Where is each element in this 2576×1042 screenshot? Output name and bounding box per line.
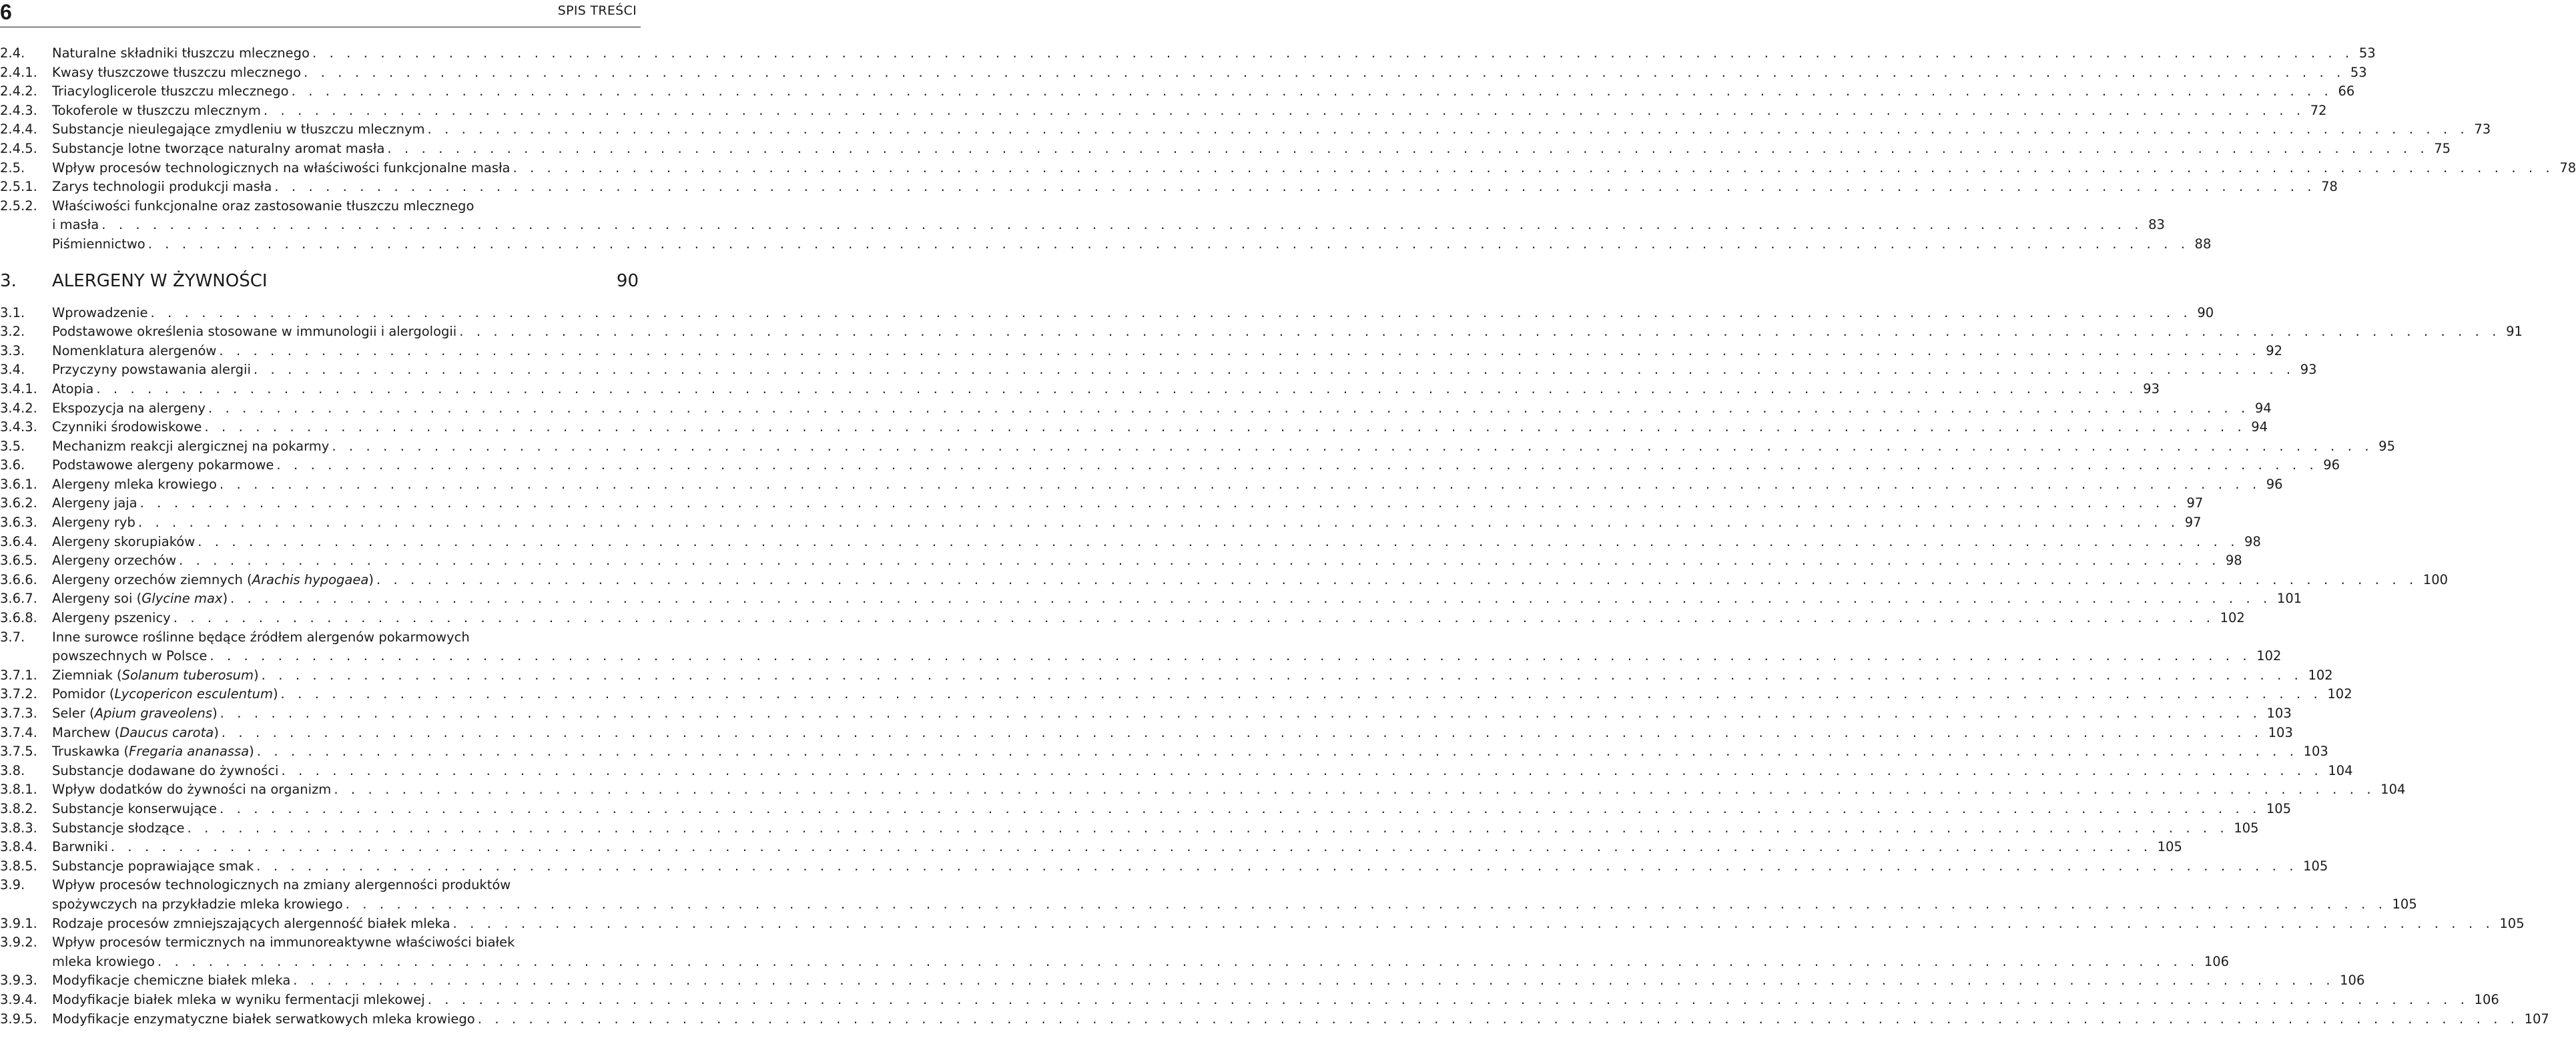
dot-leader: . . . . . . . . . . . . . . . . . . . . . . . . . . . . . . . . . . . . . . . . . . . . . . . . . . . . . . . . . . . . . . . . . . . . . . . . . . . . . . . . . . . . . . . . . . . . . . . . . . . . . . . . . . . . . . . . . . . . . . . .: [150, 304, 2192, 320]
dot-leader: . . . . . . . . . . . . . . . . . . . . . . . . . . . . . . . . . . . . . . . . . . . . . . . . . . . . . . . . . . . . . . . . . . . . . . . . . . . . . . . . . . . . . . . . . . . . . . . . . . . . . . . . . . . . . . . . . . . . . . . .: [427, 121, 2469, 138]
toc-entry-line: [0, 380, 2160, 399]
page-ref: 97: [2184, 515, 2202, 531]
toc-entry[interactable]: [0, 742, 2328, 762]
section-number: 3.9.2.: [0, 935, 37, 951]
toc-entry-line: [0, 589, 2302, 609]
toc-entry-line: [0, 216, 2165, 235]
page-ref: 94: [2254, 400, 2272, 416]
toc-entry[interactable]: [0, 762, 2353, 781]
section-title: Seler (Apium graveolens): [52, 706, 218, 721]
latin-name: Fregaria ananassa: [129, 744, 250, 760]
toc-entry-line: [0, 475, 2283, 495]
section-title: spożywczych na przykładzie mleka krowiego: [52, 896, 343, 912]
toc-entry[interactable]: [0, 1010, 2549, 1029]
toc-entry[interactable]: [0, 685, 2352, 704]
toc-entry[interactable]: [0, 838, 2182, 857]
toc-entry[interactable]: [0, 876, 2417, 914]
toc-entry-line: [0, 933, 641, 953]
section-title: Inne surowce roślinne będące źródłem alergenów pokarmowych: [52, 629, 470, 645]
page-ref: 93: [2300, 362, 2317, 378]
section-number: 3.7.2.: [0, 686, 37, 702]
section-title: Substancje słodzące: [52, 820, 185, 836]
running-head: SPIS TREŚCI: [557, 3, 637, 18]
section-number: 3.6.3.: [0, 515, 37, 531]
toc-entry-line: [0, 551, 2242, 571]
section-title: Alergeny mleka krowiego: [52, 476, 217, 492]
section-number: 3.8.3.: [0, 820, 37, 836]
page-ref: 66: [2338, 83, 2355, 99]
dot-leader: . . . . . . . . . . . . . . . . . . . . . . . . . . . . . . . . . . . . . . . . . . . . . . . . . . . . . . . . . . . . . . . . . . . . . . . . . . . . . . . . . . . . . . . . . . . . . . . . . . . . . . . . . . . . . . . . . . . . . . . .: [137, 515, 2180, 531]
toc-entry[interactable]: [0, 628, 2282, 666]
section-title: Wpływ dodatków do żywności na organizm: [52, 782, 332, 798]
toc-entry-line: [0, 647, 2282, 666]
toc-entry[interactable]: [0, 140, 2451, 159]
dot-leader: . . . . . . . . . . . . . . . . . . . . . . . . . . . . . . . . . . . . . . . . . . . . . . . . . . . . . . . . . . . . . . . . . . . . . . . . . . . . . . . . . . . . . . . . . . . . . . . . . . . . . . . . . . . . . . . . . . . . . . . .: [312, 45, 2354, 61]
section-number: 2.4.: [0, 45, 25, 61]
toc-entry-line: [0, 418, 2268, 437]
toc-entry-line: [0, 953, 2230, 972]
toc-entry-line: [0, 268, 641, 294]
page-ref: 102: [2327, 686, 2352, 702]
dot-leader: . . . . . . . . . . . . . . . . . . . . . . . . . . . . . . . . . . . . . . . . . . . . . . . . . . . . . . . . . . . . . . . . . . . . . . . . . . . . . . . . . . . . . . . . . . . . . . . . . . . . . . . . . . . . . . . . . . . . . . . .: [221, 724, 2263, 740]
toc-entry-line: [0, 140, 2451, 159]
toc-entry[interactable]: [0, 551, 2242, 571]
dot-leader: . . . . . . . . . . . . . . . . . . . . . . . . . . . . . . . . . . . . . . . . . . . . . . . . . . . . . . . . . . . . . . . . . . . . . . . . . . . . . . . . . . . . . . . . . . . . . . . . . . . . . . . . . . . . . . . . . . . . . . . .: [230, 591, 2272, 607]
section-title: Substancje dodawane do żywności: [52, 762, 279, 778]
toc-entry-line: [0, 82, 2355, 101]
section-number: 3.9.1.: [0, 915, 37, 931]
dot-leader: . . . . . . . . . . . . . . . . . . . . . . . . . . . . . . . . . . . . . . . . . . . . . . . . . . . . . . . . . . . . . . . . . . . . . . . . . . . . . . . . . . . . . . . . . . . . . . . . . . . . . . . . . . . . . . . . . . . . . . . .: [157, 953, 2199, 969]
section-title: Wpływ procesów termicznych na immunoreaktywne właściwości białek: [52, 935, 515, 951]
section-title: Podstawowe alergeny pokarmowe: [52, 457, 274, 473]
section-number: 3.9.: [0, 877, 25, 893]
dot-leader: . . . . . . . . . . . . . . . . . . . . . . . . . . . . . . . . . . . . . . . . . . . . . . . . . . . . . . . . . . . . . . . . . . . . . . . . . . . . . . . . . . . . . . . . . . . . . . . . . . . . . . . . . . . . . . . . . . . . . . . .: [291, 83, 2333, 99]
section-title: Mechanizm reakcji alergicznej na pokarmy: [52, 438, 330, 454]
section-title: Alergeny orzechów ziemnych (Arachis hypogaea): [52, 571, 374, 587]
toc-entry[interactable]: [0, 800, 2292, 819]
toc-entry[interactable]: [0, 475, 2283, 495]
section-title: Wpływ procesów technologicznych na zmiany alergenności produktów: [52, 877, 511, 893]
page-ref: 75: [2434, 140, 2451, 156]
toc-entry[interactable]: [0, 915, 2525, 934]
section-number: 3.6.5.: [0, 553, 37, 569]
page-ref: 102: [2308, 667, 2333, 683]
section-title: Rodzaje procesów zmniejszających alergenność białek mleka: [52, 915, 450, 931]
section-number: 2.4.5.: [0, 140, 37, 156]
page-ref: 90: [2197, 304, 2214, 320]
toc-entry[interactable]: [0, 360, 2317, 380]
section-number: 3.5.: [0, 438, 25, 454]
toc-entry-line: [0, 780, 2406, 800]
page-ref: 107: [2524, 1011, 2549, 1027]
toc-entry-line: [0, 494, 2204, 513]
page-ref: 104: [2328, 762, 2353, 778]
page-ref: 53: [2358, 45, 2376, 61]
page-ref: 105: [2157, 839, 2182, 855]
page-ref: 103: [2266, 706, 2292, 721]
section-title: Truskawka (Fregaria ananassa): [52, 744, 254, 760]
toc-entry[interactable]: [0, 857, 2328, 876]
toc-entry-line: [0, 533, 2261, 552]
dot-leader: . . . . . . . . . . . . . . . . . . . . . . . . . . . . . . . . . . . . . . . . . . . . . . . . . . . . . . . . . . . . . . . . . . . . . . . . . . . . . . . . . . . . . . . . . . . . . . . . . . . . . . . . . . . . . . . . . . . . . . . .: [304, 64, 2345, 80]
page-ref: 105: [2499, 915, 2525, 931]
dot-leader: . . . . . . . . . . . . . . . . . . . . . . . . . . . . . . . . . . . . . . . . . . . . . . . . . . . . . . . . . . . . . . . . . . . . . . . . . . . . . . . . . . . . . . . . . . . . . . . . . . . . . . . . . . . . . . . . . . . . . . . .: [253, 362, 2295, 378]
toc-entry-line: [0, 609, 2245, 628]
toc-entry[interactable]: [0, 418, 2268, 437]
dot-leader: . . . . . . . . . . . . . . . . . . . . . . . . . . . . . . . . . . . . . . . . . . . . . . . . . . . . . . . . . . . . . . . . . . . . . . . . . . . . . . . . . . . . . . . . . . . . . . . . . . . . . . . . . . . . . . . . . . . . . . . .: [256, 858, 2298, 874]
page-ref: 93: [2143, 380, 2160, 397]
toc-entry-line: [0, 800, 2292, 819]
dot-leader: . . . . . . . . . . . . . . . . . . . . . . . . . . . . . . . . . . . . . . . . . . . . . . . . . . . . . . . . . . . . . . . . . . . . . . . . . . . . . . . . . . . . . . . . . . . . . . . . . . . . . . . . . . . . . . . . . . . . . . . .: [345, 896, 2387, 912]
dot-leader: . . . . . . . . . . . . . . . . . . . . . . . . . . . . . . . . . . . . . . . . . . . . . . . . . . . . . . . . . . . . . . . . . . . . . . . . . . . . . . . . . . . . . . . . . . . . . . . . . . . . . . . . . . . . . . . . . . . . . . . .: [220, 706, 2262, 721]
toc-entry[interactable]: [0, 322, 2523, 342]
section-number: 3.3.: [0, 342, 25, 358]
section-title: Alergeny orzechów: [52, 553, 177, 569]
dot-leader: . . . . . . . . . . . . . . . . . . . . . . . . . . . . . . . . . . . . . . . . . . . . . . . . . . . . . . . . . . . . . . . . . . . . . . . . . . . . . . . . . . . . . . . . . . . . . . . . . . . . . . . . . . . . . . . . . . . . . . . .: [477, 1011, 2519, 1027]
section-title: Alergeny ryb: [52, 515, 135, 531]
section-title: Wpływ procesów technologicznych na właściwości funkcjonalne masła: [52, 160, 511, 176]
dot-leader: . . . . . . . . . . . . . . . . . . . . . . . . . . . . . . . . . . . . . . . . . . . . . . . . . . . . . . . . . . . . . . . . . . . . . . . . . . . . . . . . . . . . . . . . . . . . . . . . . . . . . . . . . . . . . . . . . . . . . . . .: [219, 342, 2261, 358]
toc-entry-line: [0, 197, 641, 216]
page-ref: 106: [2474, 991, 2499, 1007]
toc-entry-line: [0, 63, 2367, 83]
toc-entry-line: [0, 513, 2202, 533]
toc-entry[interactable]: [0, 304, 2214, 323]
dot-leader: . . . . . . . . . . . . . . . . . . . . . . . . . . . . . . . . . . . . . . . . . . . . . . . . . . . . . . . . . . . . . . . . . . . . . . . . . . . . . . . . . . . . . . . . . . . . . . . . . . . . . . . . . . . . . . . . . . . . . . . .: [96, 380, 2138, 397]
toc-entry[interactable]: [0, 780, 2406, 800]
toc-entry-line: [0, 235, 2212, 254]
page-ref: 92: [2266, 342, 2283, 358]
page-ref: 72: [2310, 102, 2327, 118]
section-title: Modyfikacje enzymatyczne białek serwatkowych mleka krowiego: [52, 1011, 475, 1027]
page-ref: 90: [616, 270, 639, 291]
page-ref: 98: [2225, 553, 2242, 569]
page-ref: 83: [2148, 217, 2165, 233]
page-ref: 94: [2251, 419, 2268, 435]
page-ref: 91: [2506, 324, 2523, 340]
section-title: ALERGENY W ŻYWNOŚCI: [52, 270, 268, 291]
dot-leader: . . . . . . . . . . . . . . . . . . . . . . . . . . . . . . . . . . . . . . . . . . . . . . . . . . . . . . . . . . . . . . . . . . . . . . . . . . . . . . . . . . . . . . . . . . . . . . . . . . . . . . . . . . . . . . . . . . . . . . . .: [513, 160, 2555, 176]
section-title: Tokoferole w tłuszczu mlecznym: [52, 102, 261, 118]
page-ref: 105: [2234, 820, 2259, 836]
section-number: 3.6.8.: [0, 610, 37, 626]
section-number: 3.9.4.: [0, 991, 37, 1007]
page-ref: 95: [2378, 438, 2395, 454]
toc-entry-line: [0, 857, 2328, 876]
dot-leader: . . . . . . . . . . . . . . . . . . . . . . . . . . . . . . . . . . . . . . . . . . . . . . . . . . . . . . . . . . . . . . . . . . . . . . . . . . . . . . . . . . . . . . . . . . . . . . . . . . . . . . . . . . . . . . . . . . . . . . . .: [210, 648, 2252, 664]
dot-leader: . . . . . . . . . . . . . . . . . . . . . . . . . . . . . . . . . . . . . . . . . . . . . . . . . . . . . . . . . . . . . . . . . . . . . . . . . . . . . . . . . . . . . . . . . . . . . . . . . . . . . . . . . . . . . . . . . . . . . . . .: [263, 102, 2305, 118]
toc-entry-line: [0, 44, 2376, 63]
page-number: 6: [0, 0, 12, 24]
page-header: [0, 0, 641, 27]
page-ref: 53: [2350, 64, 2367, 80]
section-title: Podstawowe określenia stosowane w immunologii i alergologii: [52, 324, 457, 340]
section-title: Substancje nieulegające zmydleniu w tłuszczu mlecznym: [52, 121, 425, 138]
toc-entry[interactable]: [0, 63, 2367, 83]
toc-entry[interactable]: [0, 589, 2302, 609]
section-title: Pomidor (Lycopericon esculentum): [52, 686, 278, 702]
page-ref: 96: [2266, 476, 2283, 492]
page-ref: 106: [2340, 973, 2365, 989]
toc-entry[interactable]: [0, 197, 2165, 235]
section-number: 3.7.4.: [0, 724, 37, 740]
section-title: Triacyloglicerole tłuszczu mlecznego: [52, 83, 289, 99]
section-number: 3.6.1.: [0, 476, 37, 492]
section-title: i masła: [52, 217, 99, 233]
section-number: 3.4.2.: [0, 400, 37, 416]
section-title: Atopia: [52, 380, 94, 397]
section-title: Modyfikacje białek mleka w wyniku fermentacji mlekowej: [52, 991, 425, 1007]
dot-leader: . . . . . . . . . . . . . . . . . . . . . . . . . . . . . . . . . . . . . . . . . . . . . . . . . . . . . . . . . . . . . . . . . . . . . . . . . . . . . . . . . . . . . . . . . . . . . . . . . . . . . . . . . . . . . . . . . . . . . . . .: [427, 991, 2469, 1007]
toc-entry-line: [0, 399, 2272, 419]
latin-name: Glycine max: [141, 591, 223, 607]
toc-entry[interactable]: [0, 513, 2202, 533]
section-number: 3.4.: [0, 362, 25, 378]
toc-entry-line: [0, 704, 2292, 724]
toc-entry-line: [0, 304, 2214, 323]
toc-entry[interactable]: [0, 571, 2449, 590]
toc-chapter[interactable]: [0, 268, 641, 294]
section-number: 3.9.5.: [0, 1011, 37, 1027]
dot-leader: . . . . . . . . . . . . . . . . . . . . . . . . . . . . . . . . . . . . . . . . . . . . . . . . . . . . . . . . . . . . . . . . . . . . . . . . . . . . . . . . . . . . . . . . . . . . . . . . . . . . . . . . . . . . . . . . . . . . . . . .: [110, 839, 2152, 855]
section-number: 3.1.: [0, 304, 25, 320]
toc-entry[interactable]: [0, 235, 2212, 254]
dot-leader: . . . . . . . . . . . . . . . . . . . . . . . . . . . . . . . . . . . . . . . . . . . . . . . . . . . . . . . . . . . . . . . . . . . . . . . . . . . . . . . . . . . . . . . . . . . . . . . . . . . . . . . . . . . . . . . . . . . . . . . .: [387, 140, 2429, 156]
section-title: Zarys technologii produkcji masła: [52, 179, 272, 195]
section-number: 3.7.5.: [0, 744, 37, 760]
dot-leader: . . . . . . . . . . . . . . . . . . . . . . . . . . . . . . . . . . . . . . . . . . . . . . . . . . . . . . . . . . . . . . . . . . . . . . . . . . . . . . . . . . . . . . . . . . . . . . . . . . . . . . . . . . . . . . . . . . . . . . . .: [376, 571, 2418, 587]
section-number: 3.8.4.: [0, 839, 37, 855]
toc-entry-line: [0, 120, 2491, 140]
dot-leader: . . . . . . . . . . . . . . . . . . . . . . . . . . . . . . . . . . . . . . . . . . . . . . . . . . . . . . . . . . . . . . . . . . . . . . . . . . . . . . . . . . . . . . . . . . . . . . . . . . . . . . . . . . . . . . . . . . . . . . . .: [208, 400, 2250, 416]
section-number: 3.6.2.: [0, 495, 37, 511]
section-title: Ziemniak (Solanum tuberosum): [52, 667, 259, 683]
toc-entry-line: [0, 159, 2576, 178]
dot-leader: . . . . . . . . . . . . . . . . . . . . . . . . . . . . . . . . . . . . . . . . . . . . . . . . . . . . . . . . . . . . . . . . . . . . . . . . . . . . . . . . . . . . . . . . . . . . . . . . . . . . . . . . . . . . . . . . . . . . . . . .: [256, 744, 2298, 760]
page-ref: 106: [2204, 953, 2230, 969]
section-number: 3.9.3.: [0, 973, 37, 989]
section-number: 3.8.2.: [0, 800, 37, 816]
toc-entry[interactable]: [0, 704, 2292, 724]
toc-entry-line: [0, 342, 2283, 361]
toc-entry-line: [0, 876, 641, 895]
toc-entry[interactable]: [0, 819, 2259, 838]
section-number: 3.7.1.: [0, 667, 37, 683]
section-title: Substancje poprawiające smak: [52, 858, 254, 874]
dot-leader: . . . . . . . . . . . . . . . . . . . . . . . . . . . . . . . . . . . . . . . . . . . . . . . . . . . . . . . . . . . . . . . . . . . . . . . . . . . . . . . . . . . . . . . . . . . . . . . . . . . . . . . . . . . . . . . . . . . . . . . .: [219, 476, 2261, 492]
page-ref: 100: [2423, 571, 2449, 587]
page-ref: 88: [2194, 236, 2212, 252]
page-ref: 105: [2266, 800, 2292, 816]
section-title: Nomenklatura alergenów: [52, 342, 217, 358]
toc-entry[interactable]: [0, 399, 2272, 419]
section-number: 3.6.6.: [0, 571, 37, 587]
section-number: 2.4.2.: [0, 83, 37, 99]
section-title: Modyfikacje chemiczne białek mleka: [52, 973, 291, 989]
section-title: Substancje lotne tworzące naturalny aromat masła: [52, 140, 385, 156]
page-ref: 105: [2303, 858, 2328, 874]
section-number: 3.7.3.: [0, 706, 37, 721]
page-ref: 101: [2276, 591, 2302, 607]
section-title: Marchew (Daucus carota): [52, 724, 219, 740]
toc-entry-line: [0, 437, 2395, 457]
section-title: Wprowadzenie: [52, 304, 148, 320]
dot-leader: . . . . . . . . . . . . . . . . . . . . . . . . . . . . . . . . . . . . . . . . . . . . . . . . . . . . . . . . . . . . . . . . . . . . . . . . . . . . . . . . . . . . . . . . . . . . . . . . . . . . . . . . . . . . . . . . . . . . . . . .: [261, 667, 2303, 683]
dot-leader: . . . . . . . . . . . . . . . . . . . . . . . . . . . . . . . . . . . . . . . . . . . . . . . . . . . . . . . . . . . . . . . . . . . . . . . . . . . . . . . . . . . . . . . . . . . . . . . . . . . . . . . . . . . . . . . . . . . . . . . .: [198, 533, 2240, 549]
toc-entry[interactable]: [0, 933, 2230, 971]
toc-entry-line: [0, 628, 641, 647]
toc-entry[interactable]: [0, 159, 2576, 178]
dot-leader: . . . . . . . . . . . . . . . . . . . . . . . . . . . . . . . . . . . . . . . . . . . . . . . . . . . . . . . . . . . . . . . . . . . . . . . . . . . . . . . . . . . . . . . . . . . . . . . . . . . . . . . . . . . . . . . . . . . . . . . .: [293, 973, 2335, 989]
toc-entry[interactable]: [0, 380, 2160, 399]
toc-entry[interactable]: [0, 101, 2327, 121]
toc-entry[interactable]: [0, 533, 2261, 552]
section-number: 3.6.: [0, 457, 25, 473]
toc-entry[interactable]: [0, 437, 2395, 457]
toc-entry[interactable]: [0, 494, 2204, 513]
toc-entry-line: [0, 360, 2317, 380]
section-title: Piśmiennictwo: [52, 236, 145, 252]
toc-entry[interactable]: [0, 609, 2245, 628]
toc-entry-line: [0, 971, 2365, 991]
dot-leader: . . . . . . . . . . . . . . . . . . . . . . . . . . . . . . . . . . . . . . . . . . . . . . . . . . . . . . . . . . . . . . . . . . . . . . . . . . . . . . . . . . . . . . . . . . . . . . . . . . . . . . . . . . . . . . . . . . . . . . . .: [276, 457, 2318, 473]
latin-name: Arachis hypogaea: [252, 571, 369, 587]
page-ref: 103: [2303, 744, 2328, 760]
toc-entry-line: [0, 838, 2182, 857]
page-ref: 78: [2321, 179, 2338, 195]
dot-leader: . . . . . . . . . . . . . . . . . . . . . . . . . . . . . . . . . . . . . . . . . . . . . . . . . . . . . . . . . . . . . . . . . . . . . . . . . . . . . . . . . . . . . . . . . . . . . . . . . . . . . . . . . . . . . . . . . . . . . . . .: [139, 495, 2182, 511]
section-number: 3.6.7.: [0, 591, 37, 607]
section-number: 3.8.: [0, 762, 25, 778]
toc-entry[interactable]: [0, 666, 2333, 686]
dot-leader: . . . . . . . . . . . . . . . . . . . . . . . . . . . . . . . . . . . . . . . . . . . . . . . . . . . . . . . . . . . . . . . . . . . . . . . . . . . . . . . . . . . . . . . . . . . . . . . . . . . . . . . . . . . . . . . . . . . . . . . .: [332, 438, 2374, 454]
latin-name: Lycopericon esculentum: [114, 686, 273, 702]
page-ref: 104: [2380, 782, 2406, 798]
section-title: Alergeny jaja: [52, 495, 137, 511]
section-title: Alergeny pszenicy: [52, 610, 171, 626]
dot-leader: . . . . . . . . . . . . . . . . . . . . . . . . . . . . . . . . . . . . . . . . . . . . . . . . . . . . . . . . . . . . . . . . . . . . . . . . . . . . . . . . . . . . . . . . . . . . . . . . . . . . . . . . . . . . . . . . . . . . . . . .: [187, 820, 2229, 836]
dot-leader: . . . . . . . . . . . . . . . . . . . . . . . . . . . . . . . . . . . . . . . . . . . . . . . . . . . . . . . . . . . . . . . . . . . . . . . . . . . . . . . . . . . . . . . . . . . . . . . . . . . . . . . . . . . . . . . . . . . . . . . .: [220, 800, 2261, 816]
section-number: 3.2.: [0, 324, 25, 340]
section-number: 3.4.1.: [0, 380, 37, 397]
table-of-contents: [0, 44, 2576, 1029]
dot-leader: . . . . . . . . . . . . . . . . . . . . . . . . . . . . . . . . . . . . . . . . . . . . . . . . . . . . . . . . . . . . . . . . . . . . . . . . . . . . . . . . . . . . . . . . . . . . . . . . . . . . . . . . . . . . . . . . . . . . . . . .: [280, 686, 2322, 702]
section-number: 3.8.1.: [0, 782, 37, 798]
section-number: 2.5.1.: [0, 179, 37, 195]
page-ref: 98: [2244, 533, 2261, 549]
toc-entry-line: [0, 742, 2328, 762]
toc-entry-line: [0, 819, 2259, 838]
toc-entry[interactable]: [0, 82, 2355, 101]
page-ref: 103: [2268, 724, 2293, 740]
section-number: 3.4.3.: [0, 419, 37, 435]
section-number: 3.: [0, 270, 17, 291]
section-number: 3.7.: [0, 629, 25, 645]
toc-entry-line: [0, 322, 2523, 342]
page-ref: 96: [2323, 457, 2340, 473]
dot-leader: . . . . . . . . . . . . . . . . . . . . . . . . . . . . . . . . . . . . . . . . . . . . . . . . . . . . . . . . . . . . . . . . . . . . . . . . . . . . . . . . . . . . . . . . . . . . . . . . . . . . . . . . . . . . . . . . . . . . . . . .: [274, 179, 2316, 195]
toc-entry-line: [0, 456, 2340, 475]
toc-entry-line: [0, 571, 2449, 590]
toc-entry-line: [0, 915, 2525, 934]
dot-leader: . . . . . . . . . . . . . . . . . . . . . . . . . . . . . . . . . . . . . . . . . . . . . . . . . . . . . . . . . . . . . . . . . . . . . . . . . . . . . . . . . . . . . . . . . . . . . . . . . . . . . . . . . . . . . . . . . . . . . . . .: [101, 217, 2144, 233]
toc-entry-line: [0, 724, 2293, 743]
toc-entry-line: [0, 685, 2352, 704]
dot-leader: . . . . . . . . . . . . . . . . . . . . . . . . . . . . . . . . . . . . . . . . . . . . . . . . . . . . . . . . . . . . . . . . . . . . . . . . . . . . . . . . . . . . . . . . . . . . . . . . . . . . . . . . . . . . . . . . . . . . . . . .: [281, 762, 2323, 778]
latin-name: Daucus carota: [119, 724, 214, 740]
section-title: mleka krowiego: [52, 953, 155, 969]
dot-leader: . . . . . . . . . . . . . . . . . . . . . . . . . . . . . . . . . . . . . . . . . . . . . . . . . . . . . . . . . . . . . . . . . . . . . . . . . . . . . . . . . . . . . . . . . . . . . . . . . . . . . . . . . . . . . . . . . . . . . . . .: [204, 419, 2246, 435]
toc-entry-line: [0, 666, 2333, 686]
toc-entry[interactable]: [0, 991, 2499, 1010]
toc-entry[interactable]: [0, 120, 2491, 140]
dot-leader: . . . . . . . . . . . . . . . . . . . . . . . . . . . . . . . . . . . . . . . . . . . . . . . . . . . . . . . . . . . . . . . . . . . . . . . . . . . . . . . . . . . . . . . . . . . . . . . . . . . . . . . . . . . . . . . . . . . . . . . .: [459, 324, 2501, 340]
toc-entry-line: [0, 101, 2327, 121]
section-title: powszechnych w Polsce: [52, 648, 208, 664]
section-title: Ekspozycja na alergeny: [52, 400, 206, 416]
toc-entry[interactable]: [0, 342, 2283, 361]
page-ref: 102: [2220, 610, 2245, 626]
latin-name: Solanum tuberosum: [121, 667, 254, 683]
dot-leader: . . . . . . . . . . . . . . . . . . . . . . . . . . . . . . . . . . . . . . . . . . . . . . . . . . . . . . . . . . . . . . . . . . . . . . . . . . . . . . . . . . . . . . . . . . . . . . . . . . . . . . . . . . . . . . . . . . . . . . . .: [334, 782, 2376, 798]
section-number: 2.4.3.: [0, 102, 37, 118]
section-title: Alergeny soi (Glycine max): [52, 591, 228, 607]
section-title: Właściwości funkcjonalne oraz zastosowanie tłuszczu mlecznego: [52, 198, 474, 214]
toc-entry[interactable]: [0, 178, 2338, 197]
toc-entry-line: [0, 178, 2338, 197]
toc-entry-line: [0, 1010, 2549, 1029]
page-ref: 105: [2392, 896, 2417, 912]
page-ref: 102: [2256, 648, 2282, 664]
page-ref: 73: [2474, 121, 2491, 138]
section-number: 2.5.2.: [0, 198, 37, 214]
toc-entry-line: [0, 762, 2353, 781]
page-ref: 97: [2186, 495, 2204, 511]
section-title: Naturalne składniki tłuszczu mlecznego: [52, 45, 310, 61]
dot-leader: . . . . . . . . . . . . . . . . . . . . . . . . . . . . . . . . . . . . . . . . . . . . . . . . . . . . . . . . . . . . . . . . . . . . . . . . . . . . . . . . . . . . . . . . . . . . . . . . . . . . . . . . . . . . . . . . . . . . . . . .: [173, 610, 2215, 626]
dot-leader: . . . . . . . . . . . . . . . . . . . . . . . . . . . . . . . . . . . . . . . . . . . . . . . . . . . . . . . . . . . . . . . . . . . . . . . . . . . . . . . . . . . . . . . . . . . . . . . . . . . . . . . . . . . . . . . . . . . . . . . .: [179, 553, 2220, 569]
section-title: Alergeny skorupiaków: [52, 533, 196, 549]
section-number: 3.6.4.: [0, 533, 37, 549]
section-number: 2.5.: [0, 160, 25, 176]
section-number: 2.4.1.: [0, 64, 37, 80]
dot-leader: . . . . . . . . . . . . . . . . . . . . . . . . . . . . . . . . . . . . . . . . . . . . . . . . . . . . . . . . . . . . . . . . . . . . . . . . . . . . . . . . . . . . . . . . . . . . . . . . . . . . . . . . . . . . . . . . . . . . . . . .: [452, 915, 2495, 931]
section-title: Kwasy tłuszczowe tłuszczu mlecznego: [52, 64, 302, 80]
latin-name: Apium graveolens: [94, 706, 213, 721]
section-title: Substancje konserwujące: [52, 800, 218, 816]
toc-entry-line: [0, 991, 2499, 1010]
section-number: 3.8.5.: [0, 858, 37, 874]
toc-entry[interactable]: [0, 456, 2340, 475]
toc-entry[interactable]: [0, 724, 2293, 743]
toc-entry[interactable]: [0, 44, 2376, 63]
page-ref: 78: [2559, 160, 2576, 176]
section-number: 2.4.4.: [0, 121, 37, 138]
section-title: Przyczyny powstawania alergii: [52, 362, 251, 378]
section-title: Czynniki środowiskowe: [52, 419, 202, 435]
dot-leader: . . . . . . . . . . . . . . . . . . . . . . . . . . . . . . . . . . . . . . . . . . . . . . . . . . . . . . . . . . . . . . . . . . . . . . . . . . . . . . . . . . . . . . . . . . . . . . . . . . . . . . . . . . . . . . . . . . . . . . . .: [147, 236, 2190, 252]
section-title: Barwniki: [52, 839, 108, 855]
toc-entry[interactable]: [0, 971, 2365, 991]
toc-entry-line: [0, 895, 2417, 915]
